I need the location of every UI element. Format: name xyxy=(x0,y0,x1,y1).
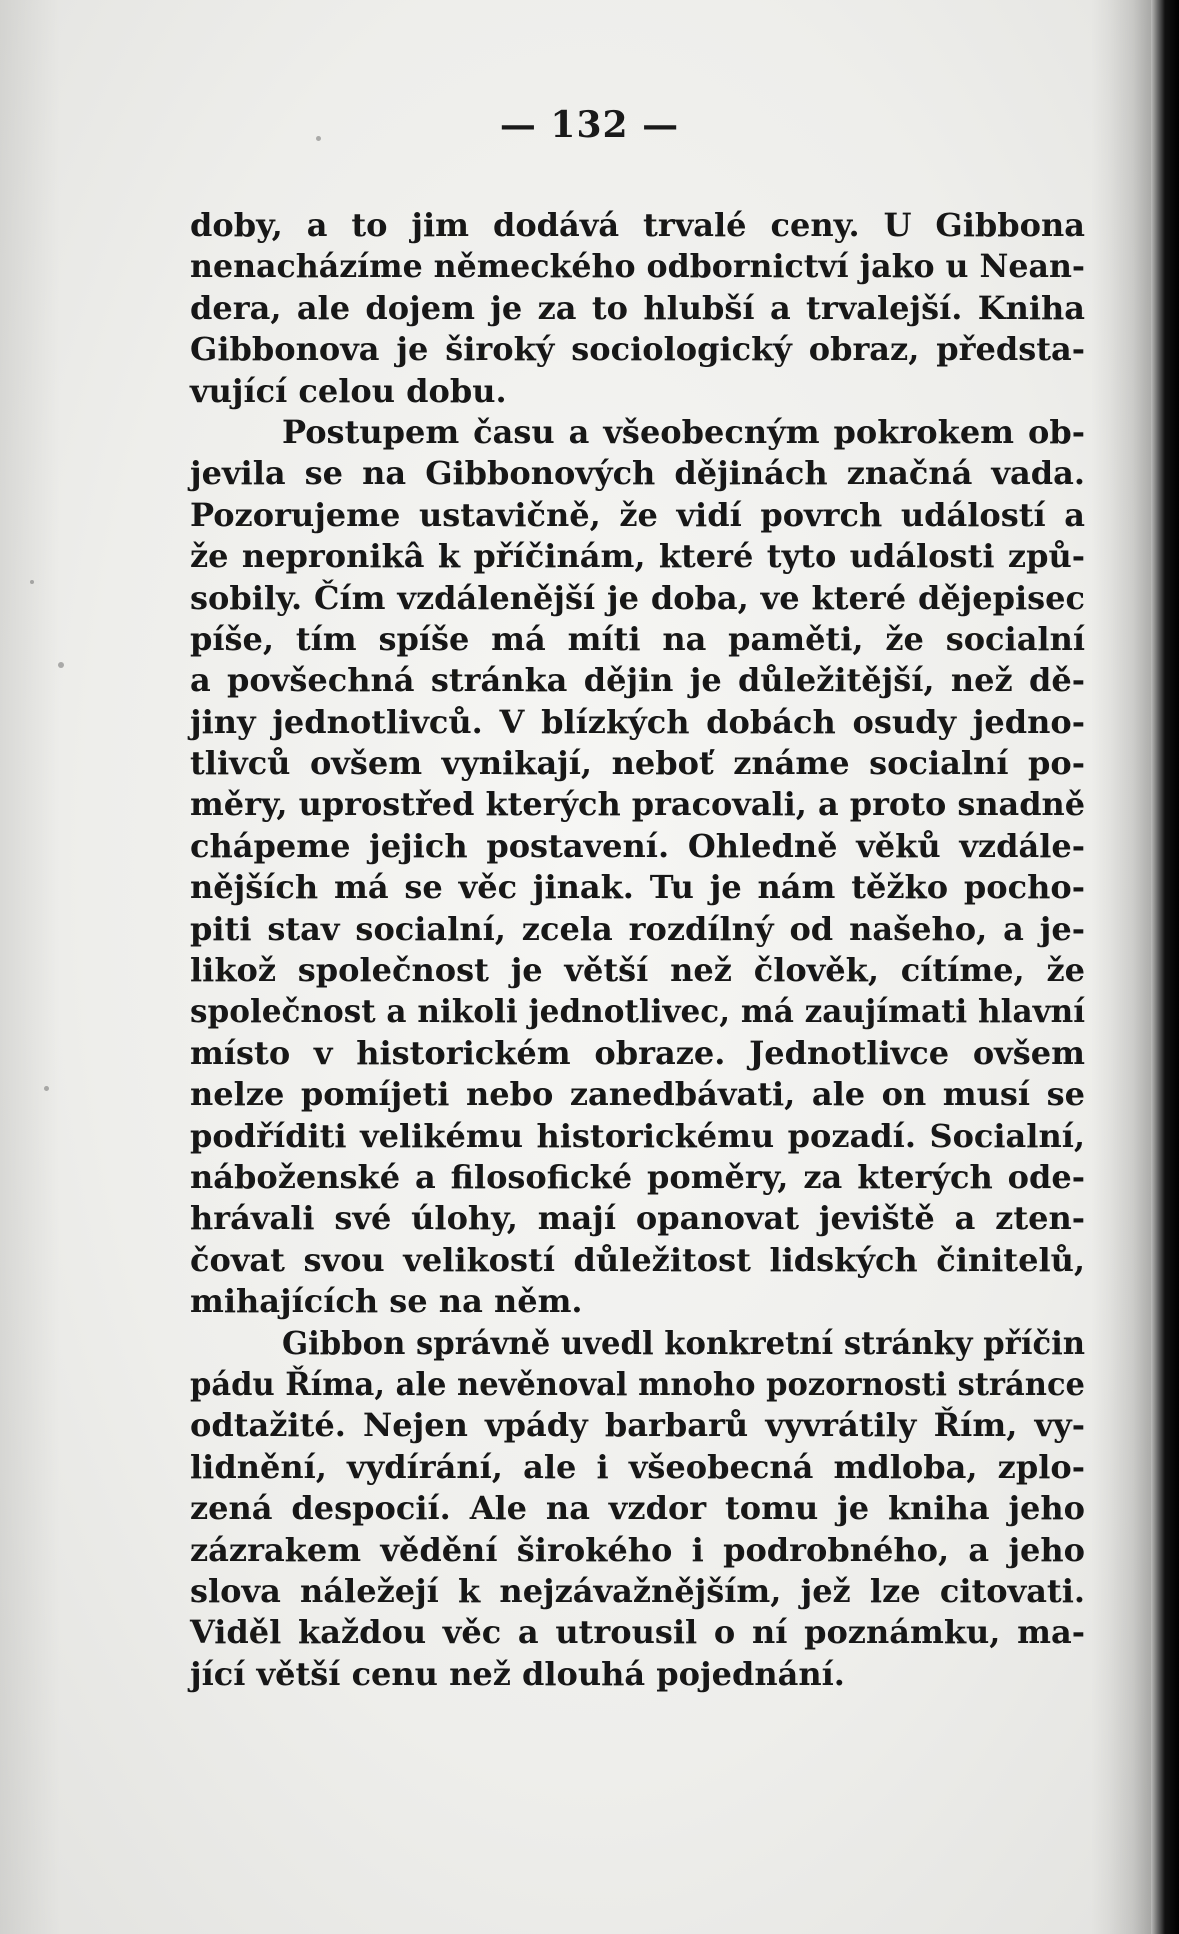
text-line: pádu Říma, ale nevěnoval mnoho pozornosti stránce xyxy=(190,1364,1085,1403)
text-line: a povšechná stránka dějin je důležitější, než dě- xyxy=(190,661,1085,700)
text-line: Viděl každou věc a utrousil o ní poznámku, ma- xyxy=(190,1613,1085,1652)
text-line: vující celou dobu. xyxy=(190,371,507,410)
text-line: místo v historickém obraze. Jednotlivce ovšem xyxy=(190,1033,1085,1072)
scan-speck xyxy=(58,662,64,668)
text-line: mihajících se na něm. xyxy=(190,1282,583,1321)
text-line: jící větší cenu než dlouhá pojednání. xyxy=(190,1654,845,1693)
text-line: píše, tím spíše má míti na paměti, že socialní xyxy=(190,619,1085,658)
text-line: dera, ale dojem je za to hlubší a trvalejší. Kniha xyxy=(190,288,1085,327)
text-line: jiny jednotlivců. V blízkých dobách osudy jedno- xyxy=(190,702,1085,741)
text-line: nenacházíme německého odbornictví jako u Nean- xyxy=(190,247,1086,286)
text-line: slova náležejí k nejzávažnějším, jež lze citovati. xyxy=(190,1571,1085,1610)
text-line: odtažité. Nejen vpády barbarů vyvrátily Řím, vy- xyxy=(190,1406,1085,1445)
book-spine-edge xyxy=(1151,0,1179,1934)
text-line: doby, a to jim dodává trvalé ceny. U Gibbona xyxy=(190,206,1085,244)
page-gutter-shadow xyxy=(1091,0,1151,1934)
text-line: podříditi velikému historickému pozadí. Socialní, xyxy=(190,1116,1085,1155)
text-line: čovat svou velikostí důležitost lidských činitelů, xyxy=(190,1240,1085,1279)
text-line: zázrakem vědění širokého i podrobného, a jeho xyxy=(190,1530,1085,1569)
text-line: sobily. Čím vzdálenější je doba, ve které dějepisec xyxy=(190,578,1085,617)
body-text xyxy=(190,205,1085,1695)
text-line: likož společnost je větší než člověk, cítíme, že xyxy=(190,951,1085,990)
text-line: společnost a nikoli jednotlivec, má zaujímati hlavní xyxy=(190,992,1086,1031)
text-line: Postupem času a všeobecným pokrokem ob- xyxy=(282,412,1085,451)
text-line: lidnění, vydírání, ale i všeobecná mdloba, zplo- xyxy=(190,1447,1085,1486)
text-line: zená despocií. Ale na vzdor tomu je kniha jeho xyxy=(190,1489,1085,1528)
text-line: náboženské a filosofické poměry, za kterých ode- xyxy=(190,1157,1085,1196)
scan-speck xyxy=(44,1086,49,1091)
page-number: — 132 — xyxy=(499,104,680,146)
text-line: jevila se na Gibbonových dějinách značná vada. xyxy=(190,454,1085,493)
text-line: chápeme jejich postavení. Ohledně věků vzdále- xyxy=(190,826,1085,865)
text-line: že nepronikâ k příčinám, které tyto události způ- xyxy=(190,537,1085,576)
text-line: hrávali své úlohy, mají opanovat jeviště a zten- xyxy=(190,1199,1085,1238)
text-line: tlivců ovšem vynikají, neboť známe socialní po- xyxy=(190,744,1085,783)
text-line: Gibbonova je široký sociologický obraz, předsta- xyxy=(190,330,1085,369)
text-line: Gibbon správně uvedl konkretní stránky příčin xyxy=(282,1323,1086,1362)
text-line: nelze pomíjeti nebo zanedbávati, ale on musí se xyxy=(190,1075,1085,1114)
scan-speck xyxy=(30,580,34,584)
text-line: nějších má se věc jinak. Tu je nám těžko pocho- xyxy=(190,868,1085,907)
text-line: piti stav socialní, zcela rozdílný od našeho, a je- xyxy=(190,909,1085,948)
text-line: Pozorujeme ustavičně, že vidí povrch událostí a xyxy=(190,495,1085,534)
text-line: měry, uprostřed kterých pracovali, a proto snadně xyxy=(190,785,1086,824)
